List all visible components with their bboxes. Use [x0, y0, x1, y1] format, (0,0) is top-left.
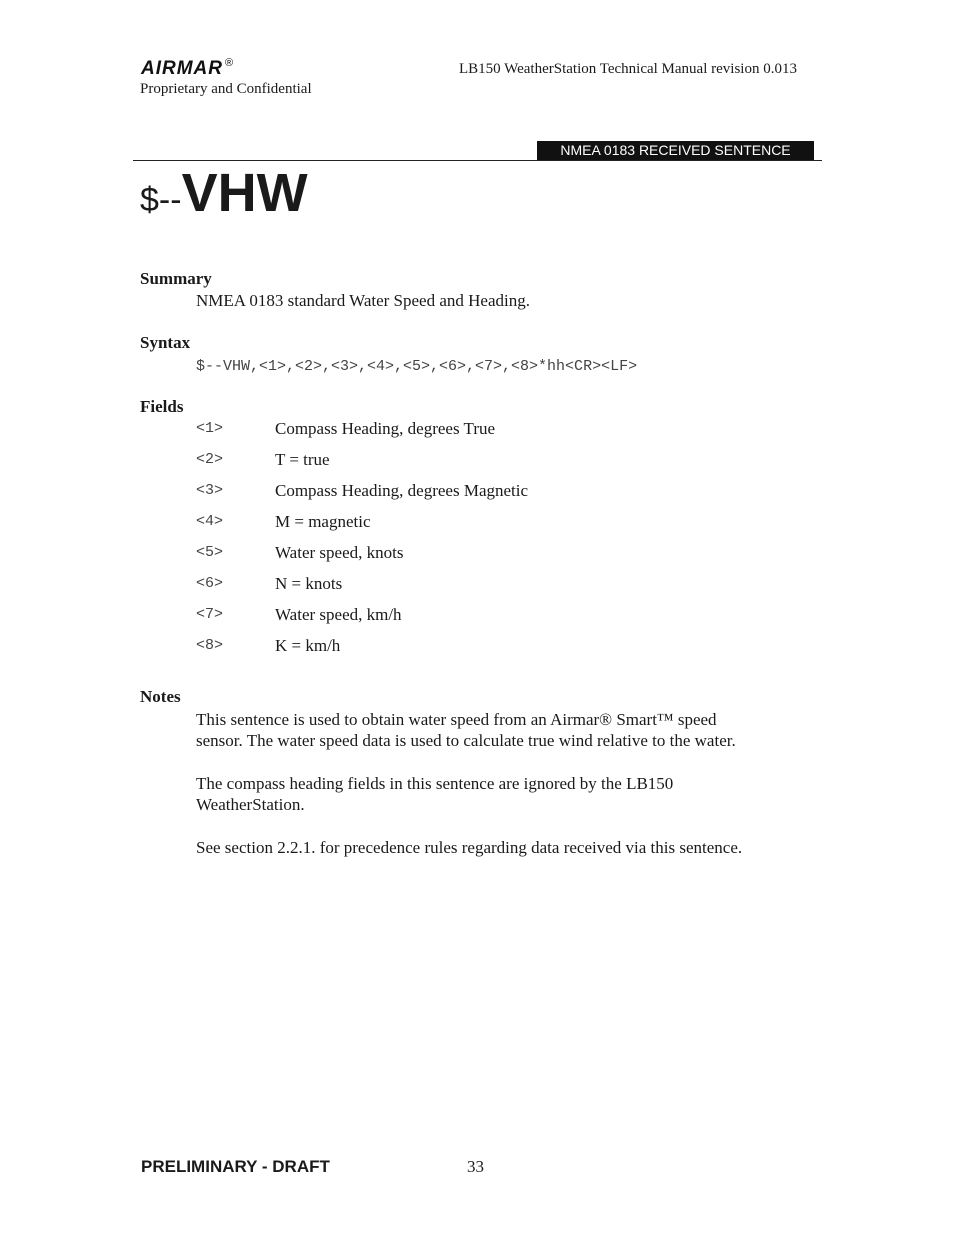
page-number: 33: [467, 1157, 484, 1176]
syntax-heading: Syntax: [140, 333, 191, 352]
field-description: Water speed, km/h: [275, 605, 402, 624]
field-code: <8>: [196, 637, 224, 654]
sentence-id: VHW: [181, 163, 308, 223]
notes-paragraph-1-line-1: This sentence is used to obtain water speed from an Airmar® Smart™ speed: [196, 710, 717, 729]
summary-heading: Summary: [140, 269, 212, 288]
field-description: T = true: [275, 450, 330, 469]
field-code: <6>: [196, 575, 224, 592]
logo-text: AIRMAR: [141, 58, 223, 79]
field-code: <4>: [196, 513, 224, 530]
field-description: Compass Heading, degrees Magnetic: [275, 481, 529, 500]
notes-paragraph-2-line-1: The compass heading fields in this sentence are ignored by the LB150: [196, 774, 674, 793]
field-code: <3>: [196, 482, 224, 499]
notes-heading: Notes: [140, 687, 181, 706]
sentence-title: [140, 160, 308, 240]
field-description: M = magnetic: [275, 512, 371, 531]
field-description: N = knots: [275, 574, 343, 593]
section-label: NMEA 0183 RECEIVED SENTENCE: [537, 141, 814, 160]
field-description: Compass Heading, degrees True: [275, 419, 496, 438]
sentence-prefix: $--: [140, 181, 182, 219]
fields-heading: Fields: [140, 397, 184, 416]
summary-text: NMEA 0183 standard Water Speed and Heading.: [196, 291, 530, 310]
notes-paragraph-1-line-2: sensor. The water speed data is used to calculate true wind relative to the water.: [196, 731, 736, 750]
airmar-logo: [141, 57, 234, 80]
field-code: <2>: [196, 451, 224, 468]
registered-mark: ®: [225, 57, 235, 69]
field-code: <5>: [196, 544, 224, 561]
manual-title: LB150 WeatherStation Technical Manual revision 0.013: [459, 61, 797, 77]
field-description: K = km/h: [275, 636, 341, 655]
draft-status: PRELIMINARY - DRAFT: [141, 1157, 330, 1176]
field-code: <1>: [196, 420, 224, 437]
syntax-text: $--VHW,<1>,<2>,<3>,<4>,<5>,<6>,<7>,<8>*hh<CR><LF>: [196, 358, 638, 375]
field-code: <7>: [196, 606, 224, 623]
notes-paragraph-3: See section 2.2.1. for precedence rules regarding data received via this sentence.: [196, 838, 743, 857]
field-description: Water speed, knots: [275, 543, 404, 562]
confidentiality-note: Proprietary and Confidential: [140, 81, 312, 97]
notes-paragraph-2-line-2: WeatherStation.: [196, 795, 305, 814]
